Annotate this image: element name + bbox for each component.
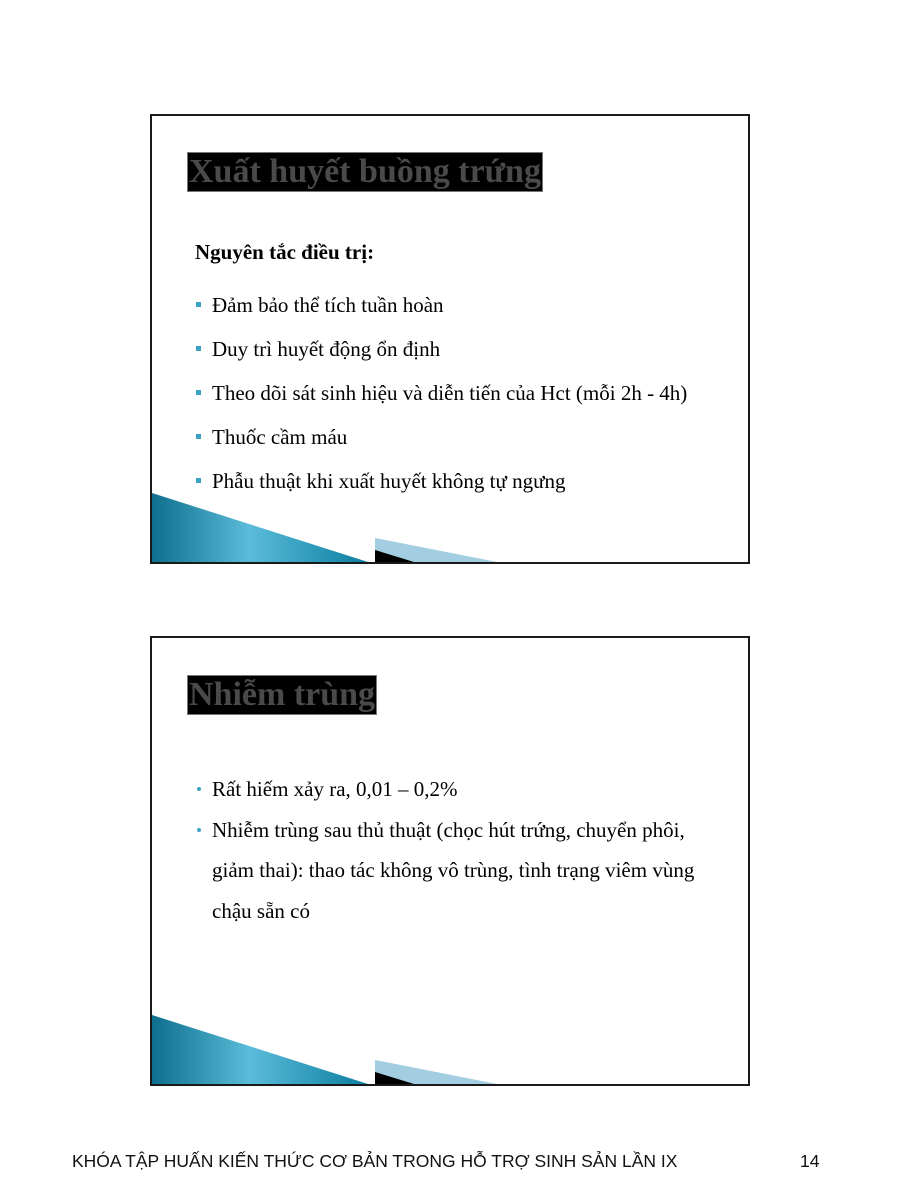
list-item-text: Nhiễm trùng sau thủ thuật (chọc hút trứng, chuyển phôi, giảm thai): thao tác không vô trùng, tình trạng viêm vùng chậu sẵn có xyxy=(212,817,695,923)
bullet-list xyxy=(195,290,687,510)
list-item xyxy=(195,422,687,466)
slide-title: Nhiễm trùng xyxy=(189,676,376,713)
dot-bullet-icon xyxy=(197,787,201,791)
list-item-text: Rất hiếm xảy ra, 0,01 – 0,2% xyxy=(212,777,458,801)
page-footer xyxy=(72,1151,820,1172)
list-item-text: Theo dõi sát sinh hiệu và diễn tiến của Hct (mỗi 2h - 4h) xyxy=(212,381,688,405)
page-number: 14 xyxy=(800,1151,820,1171)
slide-title: Xuất huyết buồng trứng xyxy=(189,153,541,190)
list-item xyxy=(195,290,687,334)
slide-ovarian-hemorrhage xyxy=(150,114,750,564)
slide-infection xyxy=(150,636,750,1086)
list-item xyxy=(195,769,712,810)
square-bullet-icon xyxy=(196,390,201,395)
list-item xyxy=(195,378,687,422)
list-item-text: Duy trì huyết động ổn định xyxy=(212,337,441,361)
list-item-text: Thuốc cầm máu xyxy=(212,425,348,449)
dot-bullet-icon xyxy=(197,828,201,832)
decorative-wedges xyxy=(152,1004,748,1084)
square-bullet-icon xyxy=(196,434,201,439)
list-item xyxy=(195,334,687,378)
list-item-text: Đảm bảo thể tích tuần hoàn xyxy=(212,293,444,317)
course-title: KHÓA TẬP HUẤN KIẾN THỨC CƠ BẢN TRONG HỖ TRỢ SINH SẢN LẦN IX xyxy=(72,1151,678,1171)
square-bullet-icon xyxy=(196,346,201,351)
bullet-list xyxy=(195,769,712,931)
blue-wedge xyxy=(152,493,368,562)
decorative-wedges xyxy=(152,482,748,562)
list-item xyxy=(195,810,712,932)
square-bullet-icon xyxy=(196,302,201,307)
blue-wedge xyxy=(152,1015,368,1084)
slide-subheading: Nguyên tắc điều trị: xyxy=(195,240,375,264)
list-item-text: Phẫu thuật khi xuất huyết không tự ngưng xyxy=(212,469,566,493)
